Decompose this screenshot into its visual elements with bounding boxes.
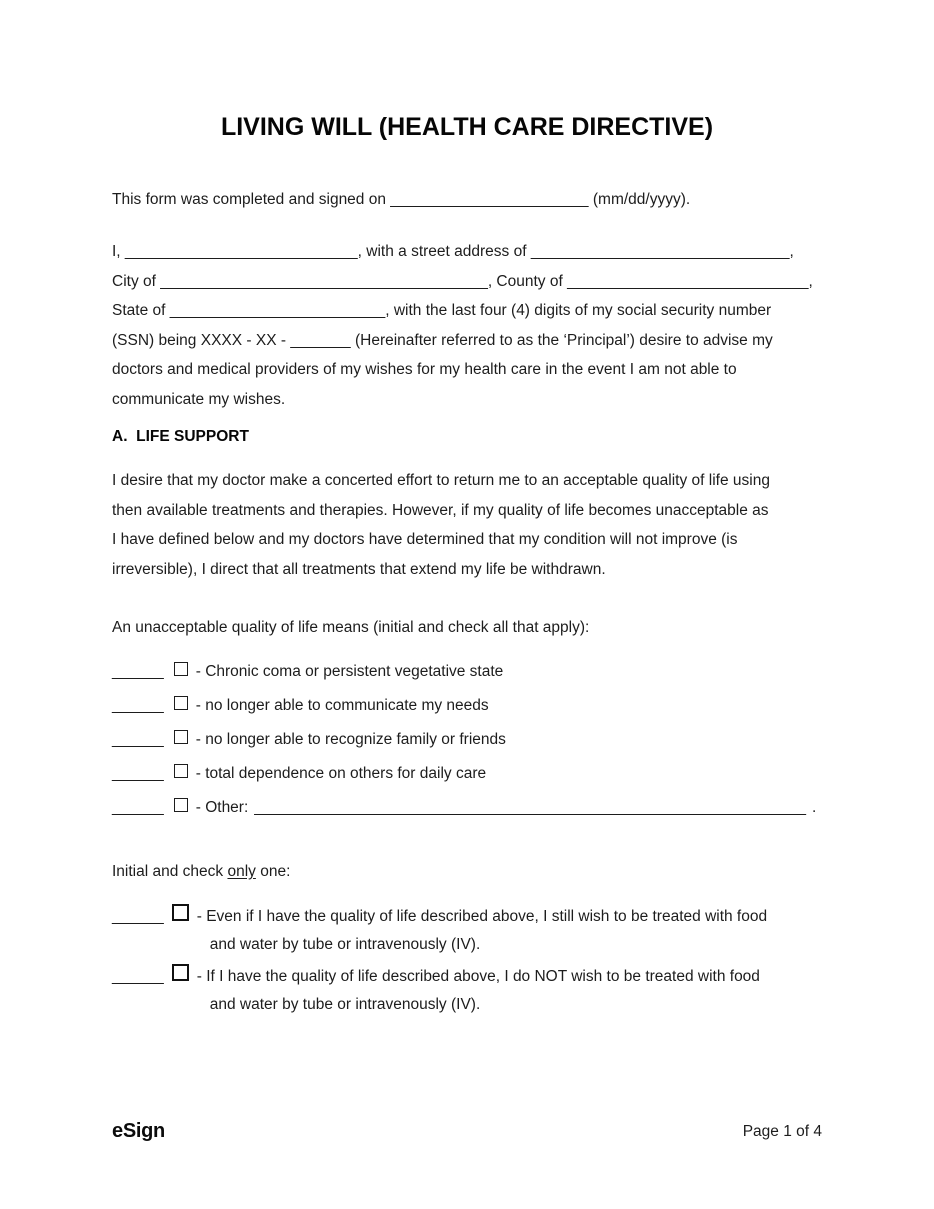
- checklist-item-other: [112, 798, 822, 818]
- checkbox-icon[interactable]: [172, 904, 189, 921]
- signed-date-line: [112, 190, 822, 210]
- city-blank[interactable]: ______________________________________: [160, 272, 488, 290]
- text-segment: State of: [112, 302, 170, 319]
- checklist-intro: An unacceptable quality of life means (initial and check all that apply):: [112, 619, 590, 636]
- principal-line: [112, 326, 822, 356]
- initials-blank[interactable]: ______: [112, 908, 164, 925]
- text-segment: .: [811, 799, 817, 816]
- checkbox-icon[interactable]: [174, 696, 188, 710]
- street-address-blank[interactable]: ______________________________: [530, 243, 790, 260]
- principal-line: doctors and medical providers of my wishes for my health care in the event I am not able to: [112, 361, 737, 378]
- text-segment: (mm/dd/yyyy).: [588, 191, 691, 208]
- initials-blank[interactable]: ______: [112, 697, 164, 714]
- principal-line: communicate my wishes.: [112, 390, 286, 408]
- principal-name-blank[interactable]: ___________________________: [124, 243, 358, 260]
- text-segment: , with a street address of: [357, 243, 531, 260]
- checklist: [112, 662, 822, 818]
- text-segment: City of: [112, 272, 161, 290]
- text-segment: Initial and check: [112, 863, 228, 880]
- checklist-item: [112, 662, 822, 682]
- checklist-item-label: - no longer able to communicate my needs: [195, 697, 489, 714]
- principal-line: [112, 237, 822, 267]
- checklist-item: [112, 730, 822, 750]
- initials-blank[interactable]: ______: [112, 799, 164, 816]
- text-segment: I,: [112, 243, 125, 260]
- initials-blank[interactable]: ______: [112, 731, 164, 748]
- initials-blank[interactable]: ______: [112, 968, 164, 985]
- section-a-paragraph: [112, 466, 822, 584]
- principal-paragraph: [112, 237, 822, 414]
- principal-line: [112, 296, 822, 326]
- underlined-word: only: [227, 863, 256, 880]
- text-line: - If I have the quality of life described above, I do NOT wish to be treated with food: [196, 968, 760, 985]
- state-blank[interactable]: _________________________: [169, 302, 386, 319]
- paragraph-line: then available treatments and therapies. However, if my quality of life becomes unacceptable as: [112, 501, 769, 519]
- exclusive-option-text: [197, 903, 767, 959]
- checkbox-icon[interactable]: [174, 764, 188, 778]
- paragraph-line: irreversible), I direct that all treatments that extend my life be withdrawn.: [112, 560, 606, 578]
- checklist-item-label: - Chronic coma or persistent vegetative state: [195, 663, 504, 680]
- text-segment: This form was completed and signed on: [112, 191, 391, 208]
- checkbox-icon[interactable]: [172, 964, 189, 981]
- text-segment: (Hereinafter referred to as the ‘Principal’) desire to advise my: [350, 331, 773, 349]
- exclusive-option: [112, 963, 822, 1019]
- page-title: LIVING WILL (HEALTH CARE DIRECTIVE): [220, 113, 714, 141]
- principal-line: [112, 267, 822, 297]
- checklist-item-label: - total dependence on others for daily care: [195, 765, 487, 782]
- text-line: and water by tube or intravenously (IV).: [209, 996, 481, 1013]
- text-segment: (SSN) being XXXX - XX -: [112, 331, 291, 349]
- checklist-item: [112, 696, 822, 716]
- county-blank[interactable]: ____________________________: [567, 272, 809, 290]
- paragraph-line: I desire that my doctor make a concerted effort to return me to an acceptable quality of life using: [112, 472, 770, 489]
- exclusive-intro: [112, 862, 822, 882]
- section-a-heading: A. LIFE SUPPORT: [112, 428, 249, 445]
- date-blank[interactable]: _______________________: [390, 191, 589, 208]
- checkbox-icon[interactable]: [174, 798, 188, 812]
- checklist-item-label: - no longer able to recognize family or friends: [195, 731, 506, 748]
- esign-logo: eSign: [112, 1120, 165, 1142]
- paragraph-line: I have defined below and my doctors have determined that my condition will not improve (is: [112, 531, 738, 548]
- initials-blank[interactable]: ______: [112, 765, 164, 782]
- exclusive-option-text: [197, 963, 760, 1019]
- text-segment: , with the last four (4) digits of my social security number: [385, 302, 772, 319]
- text-segment: ,: [789, 243, 794, 260]
- initials-blank[interactable]: ______: [112, 663, 164, 680]
- text-segment: , County of: [487, 272, 568, 290]
- checkbox-icon[interactable]: [174, 730, 188, 744]
- text-line: and water by tube or intravenously (IV).: [209, 936, 481, 953]
- checklist-item: [112, 764, 822, 784]
- text-segment: ,: [808, 272, 813, 290]
- text-segment: one:: [255, 863, 291, 880]
- exclusive-option: [112, 903, 822, 959]
- page-number: Page 1 of 4: [742, 1122, 822, 1140]
- ssn-blank[interactable]: _______: [290, 331, 351, 349]
- checklist-item-label: - Other:: [195, 799, 249, 816]
- text-line: - Even if I have the quality of life described above, I still wish to be treated with food: [196, 908, 768, 925]
- checkbox-icon[interactable]: [174, 662, 188, 676]
- other-description-blank[interactable]: ________________________________________________________________: [254, 799, 806, 816]
- page-footer: [112, 1120, 822, 1143]
